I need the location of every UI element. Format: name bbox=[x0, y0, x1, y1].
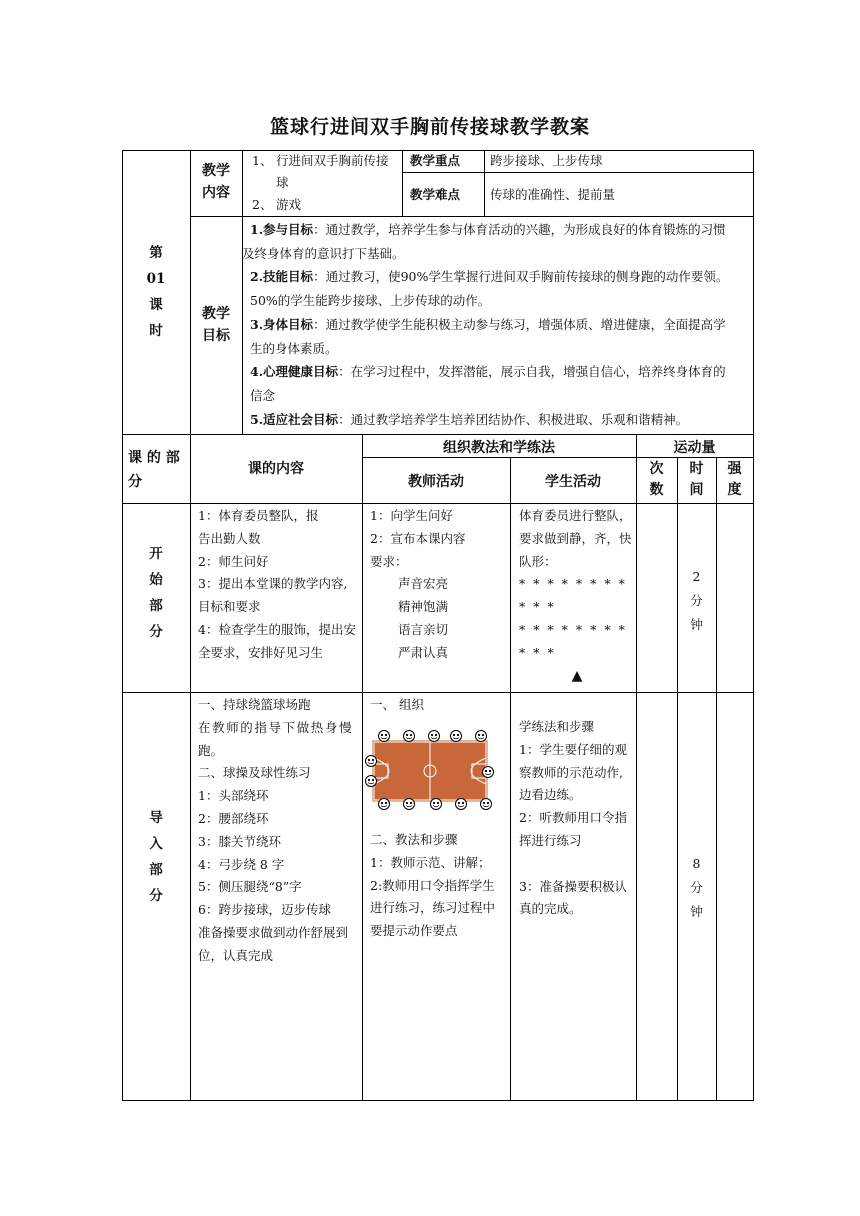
smiley-icon bbox=[483, 767, 494, 778]
lesson-number-label: 第 01 课 时 bbox=[146, 245, 166, 339]
start-part-label: 开 始 部 分 bbox=[149, 546, 163, 640]
intro-part-time: 8 分 钟 bbox=[690, 856, 703, 919]
intro-part-teacher: 二、教法和步骤 1：教师示范、讲解； 2:教师用口令指挥学生 进行练习，练习过程中 要提示动作要点 bbox=[370, 832, 496, 939]
intro-part-student: 学练法和步骤 1：学生要仔细的观 察教师的示范动作, 边看边练。 2：听教师用口令指 挥进行练习 3：准备操要积极认 真的完成。 bbox=[519, 719, 627, 917]
intro-part-label: 导 入 部 分 bbox=[149, 810, 163, 904]
smiley-icon bbox=[431, 799, 442, 810]
header-methods: 组织教法和学练法 bbox=[443, 440, 555, 456]
header-student: 学生活动 bbox=[545, 474, 601, 490]
teaching-goals-text: 1.参与目标：通过教学，培养学生参与体育活动的兴趣，为形成良好的体育锻炼的习惯 及终身体育的意识打下基础。 2.技能目标：通过教习，使90%学生掌握行进间双手胸前传接球的侧身跑的动作要领。 50%的学生能跨步接球、上步传球的动作。 3.身体目标：通过教学使学生能积极主动参与练习，增强体质、增进健康，全面提高学 生的身体素质。 4.心理健康目标：在学习过程中，发挥潜能，展示自我，增强自信心，培养终身体育的 信念 5.适应社会目标：通过教学培养学生培养团结协作、积极进取、乐观和谐精神。 bbox=[242, 222, 729, 427]
smiley-icon bbox=[379, 799, 390, 810]
header-teacher: 教师活动 bbox=[408, 474, 464, 490]
teacher-position-marker: ▲ bbox=[571, 667, 583, 684]
header-content: 课的内容 bbox=[248, 461, 304, 477]
smiley-icon bbox=[476, 731, 487, 742]
start-part-time: 2 分 钟 bbox=[690, 569, 703, 632]
key-point-label: 教学重点 bbox=[410, 153, 461, 168]
intro-teacher-organize: 一、 组织 bbox=[370, 697, 424, 712]
start-part-content: 1：体育委员整队，报 告出勤人数 2：师生问好 3：提出本堂课的教学内容, 目标和要求 4：检查学生的服饰，提出安 全要求，安排好见习生 bbox=[198, 508, 356, 660]
smiley-icon bbox=[456, 799, 467, 810]
teaching-goals-label: 教学 目标 bbox=[202, 306, 230, 344]
page-title: 篮球行进间双手胸前传接球教学教案 bbox=[269, 116, 590, 138]
formation-row-1: * * * * * * * * * * * bbox=[519, 576, 627, 615]
smiley-icon bbox=[451, 731, 462, 742]
header-intensity: 强 度 bbox=[727, 461, 742, 498]
basketball-court-diagram bbox=[364, 726, 498, 814]
smiley-icon bbox=[379, 731, 390, 742]
teaching-content-label: 教学 内容 bbox=[202, 163, 230, 201]
smiley-icon bbox=[481, 799, 492, 810]
smiley-icon bbox=[404, 799, 415, 810]
start-part-student: 体育委员进行整队， 要求做到静，齐，快 队形： * * * * * * * * * * * * * * * * * * * * * * ▲ bbox=[519, 505, 635, 687]
smiley-icon bbox=[429, 731, 440, 742]
header-load: 运动量 bbox=[673, 440, 716, 456]
intro-part-content: 一、持球绕篮球场跑 在教师的指导下做热身慢 跑。 二、球操及球性练习 1：头部绕环 2：腰部绕环 3：膝关节绕环 4：弓步绕 8 字 5：侧压腿绕“8”字 6：跨步接球，迈步传球 准备操要求做到动作舒展到 位，认真完成 bbox=[198, 697, 354, 963]
smiley-icon bbox=[366, 756, 377, 767]
header-duration: 时 间 bbox=[689, 461, 704, 498]
start-part-teacher: 1：向学生问好 2：宣布本课内容 要求： 声音宏亮 精神饱满 语言亲切 严肃认真 bbox=[370, 508, 466, 660]
formation-row-2: * * * * * * * * * * * bbox=[519, 621, 627, 660]
smiley-icon bbox=[366, 776, 377, 787]
difficulty-label: 教学难点 bbox=[410, 187, 461, 202]
key-point-value: 跨步接球、上步传球 bbox=[490, 153, 603, 168]
difficulty-value: 传球的准确性、提前量 bbox=[490, 187, 616, 202]
smiley-icon bbox=[404, 731, 415, 742]
header-part: 课 的 部 分 bbox=[128, 450, 180, 490]
header-times: 次 数 bbox=[649, 461, 664, 498]
